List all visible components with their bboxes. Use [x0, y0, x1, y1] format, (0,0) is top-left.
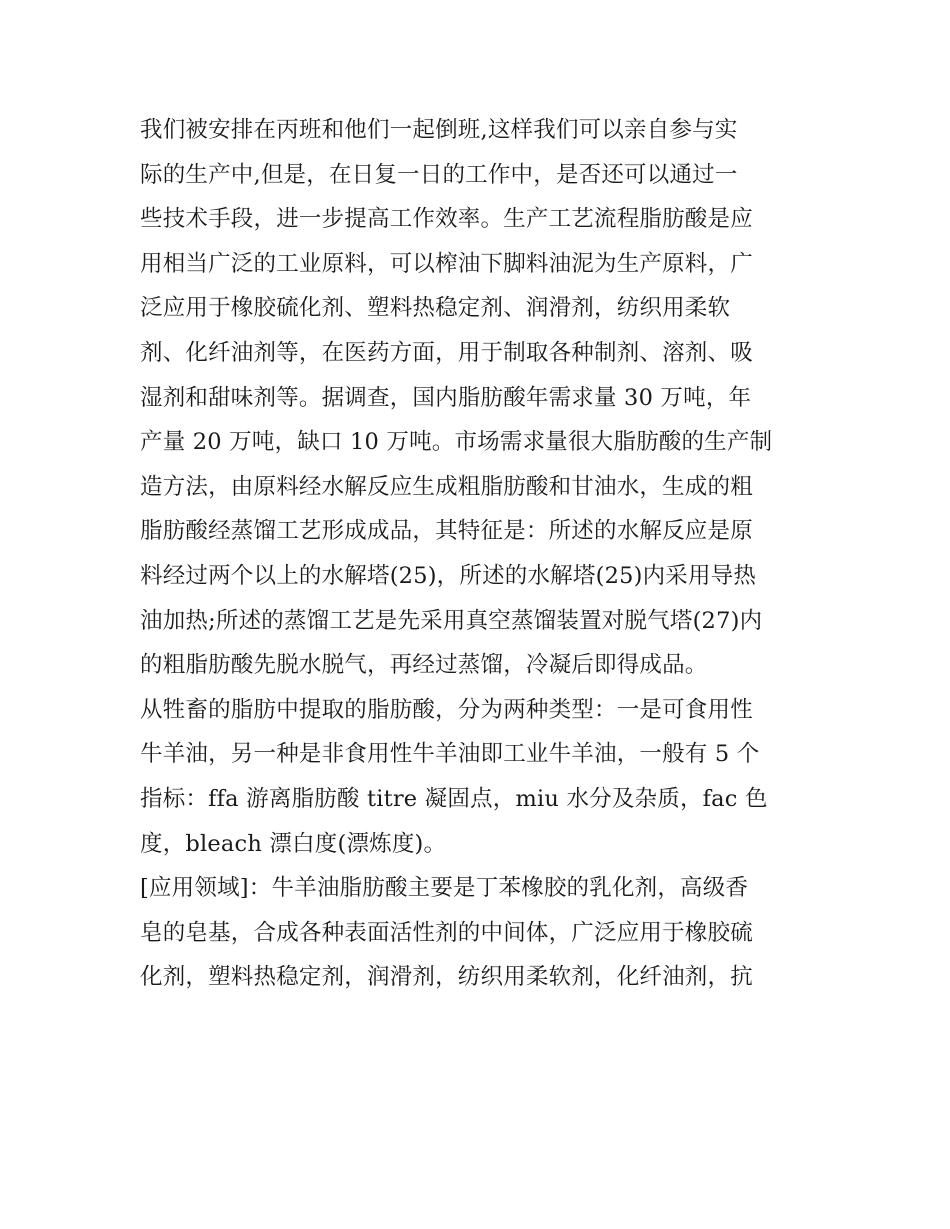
- text-line: 用相当广泛的工业原料，可以榨油下脚料油泥为生产原料，广: [140, 250, 753, 277]
- text-line: 度，bleach 漂白度(漂炼度)。: [140, 830, 447, 857]
- text-line: 料经过两个以上的水解塔(25)，所述的水解塔(25)内采用导热: [140, 562, 757, 589]
- text-line: 指标：ffa 游离脂肪酸 titre 凝固点，miu 水分及杂质，fac 色: [140, 785, 768, 812]
- text-line: 皂的皂基，合成各种表面活性剂的中间体，广泛应用于橡胶硫: [140, 919, 753, 946]
- text-line: 产量 20 万吨，缺口 10 万吨。市场需求量很大脂肪酸的生产制: [140, 429, 773, 456]
- text-line: 我们被安排在丙班和他们一起倒班,这样我们可以亲自参与实: [140, 117, 738, 143]
- text-line: 剂、化纤油剂等，在医药方面，用于制取各种制剂、溶剂、吸: [140, 339, 753, 366]
- text-line: 湿剂和甜味剂等。据调查，国内脂肪酸年需求量 30 万吨，年: [140, 384, 752, 411]
- text-line: 牛羊油，另一种是非食用性牛羊油即工业牛羊油，一般有 5 个: [140, 741, 760, 768]
- text-line: 造方法，由原料经水解反应生成粗脂肪酸和甘油水，生成的粗: [140, 473, 753, 500]
- text-line: [应用领域]：牛羊油脂肪酸主要是丁苯橡胶的乳化剂，高级香: [140, 875, 749, 902]
- document-body: [140, 108, 812, 1000]
- text-line: 泛应用于橡胶硫化剂、塑料热稳定剂、润滑剂，纺织用柔软: [140, 295, 731, 322]
- text-line: 际的生产中,但是，在日复一日的工作中，是否还可以通过一: [140, 161, 738, 188]
- text-line: 的粗脂肪酸先脱水脱气，再经过蒸馏，冷凝后即得成品。: [140, 652, 708, 679]
- text-line: 油加热;所述的蒸馏工艺是先采用真空蒸馏装置对脱气塔(27)内: [140, 607, 763, 634]
- text-line: 化剂，塑料热稳定剂，润滑剂，纺织用柔软剂，化纤油剂，抗: [140, 964, 753, 991]
- text-line: 脂肪酸经蒸馏工艺形成成品，其特征是：所述的水解反应是原: [140, 518, 753, 545]
- text-line: 些技术手段，进一步提高工作效率。生产工艺流程脂肪酸是应: [140, 206, 753, 233]
- text-line: 从牲畜的脂肪中提取的脂肪酸，分为两种类型：一是可食用性: [140, 696, 753, 723]
